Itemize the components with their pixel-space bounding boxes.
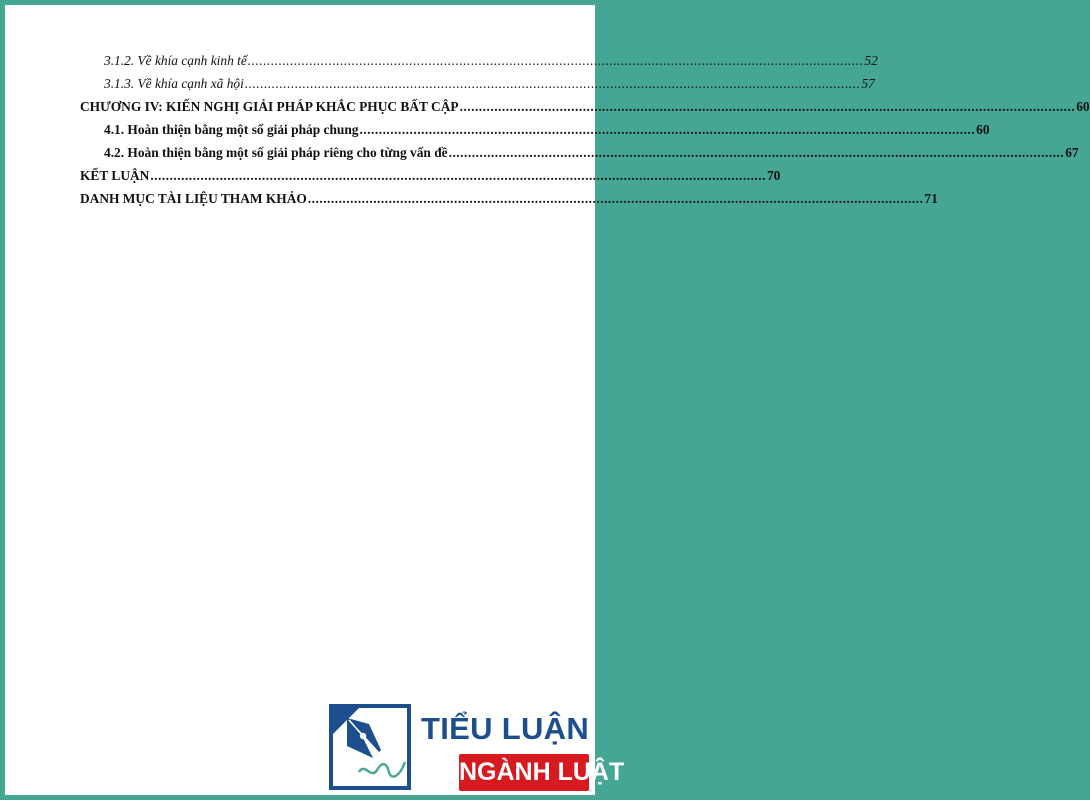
toc-entry-conclusion[interactable] — [80, 168, 781, 184]
toc-entry-page: 60 — [1076, 99, 1090, 114]
fountain-pen-icon — [329, 704, 411, 790]
toc-entry-page: 71 — [924, 191, 938, 206]
document-page — [5, 5, 1090, 795]
toc-entry-text: 4.2. Hoàn thiện bằng một số giải pháp riêng cho từng vấn đề — [104, 145, 448, 160]
toc-leader-dots: ................................................................................................................................................................ — [359, 122, 976, 137]
toc-leader-dots: ................................................................................................................................................................ — [307, 191, 924, 206]
toc-leader-dots: ................................................................................................................................................................ — [247, 53, 864, 68]
toc-entry-text: KẾT LUẬN — [80, 168, 150, 183]
logo-badge-text: NGÀNH LUẬT — [459, 758, 625, 786]
toc-entry-text: DANH MỤC TÀI LIỆU THAM KHẢO — [80, 191, 307, 206]
brand-logo — [329, 704, 625, 795]
toc-entry-text: 3.1.3. Về khía cạnh xã hội — [104, 76, 244, 91]
toc-leader-dots: ................................................................................................................................................................ — [150, 168, 766, 183]
logo-title: TIỂU LUẬN — [421, 711, 590, 746]
toc-entry-page: 52 — [864, 53, 878, 68]
toc-entry-page: 70 — [766, 168, 781, 183]
toc-leader-dots: ................................................................................................................................................................ — [448, 145, 1065, 160]
toc-entry-page: 67 — [1065, 145, 1079, 160]
toc-entry-text: 3.1.2. Về khía cạnh kinh tế — [104, 53, 247, 68]
logo-badge — [459, 754, 625, 791]
toc-entry-3-1-2[interactable] — [104, 53, 878, 69]
toc-leader-dots: ................................................................................................................................................................ — [459, 99, 1076, 114]
toc-entry-page: 60 — [976, 122, 990, 137]
toc-entry-page: 57 — [861, 76, 875, 91]
toc-entry-4-1[interactable] — [104, 122, 990, 138]
toc-entry-chapter-4[interactable] — [80, 99, 1090, 115]
toc-entry-references[interactable] — [80, 191, 938, 207]
toc-entry-text: CHƯƠNG IV: KIẾN NGHỊ GIẢI PHÁP KHẮC PHỤC BẤT CẬP — [80, 99, 459, 114]
toc-entry-text: 4.1. Hoàn thiện bằng một số giải pháp chung — [104, 122, 359, 137]
toc-entry-4-2[interactable] — [104, 145, 1079, 161]
toc-leader-dots: ................................................................................................................................................................ — [244, 76, 861, 91]
toc-entry-3-1-3[interactable] — [104, 76, 875, 92]
